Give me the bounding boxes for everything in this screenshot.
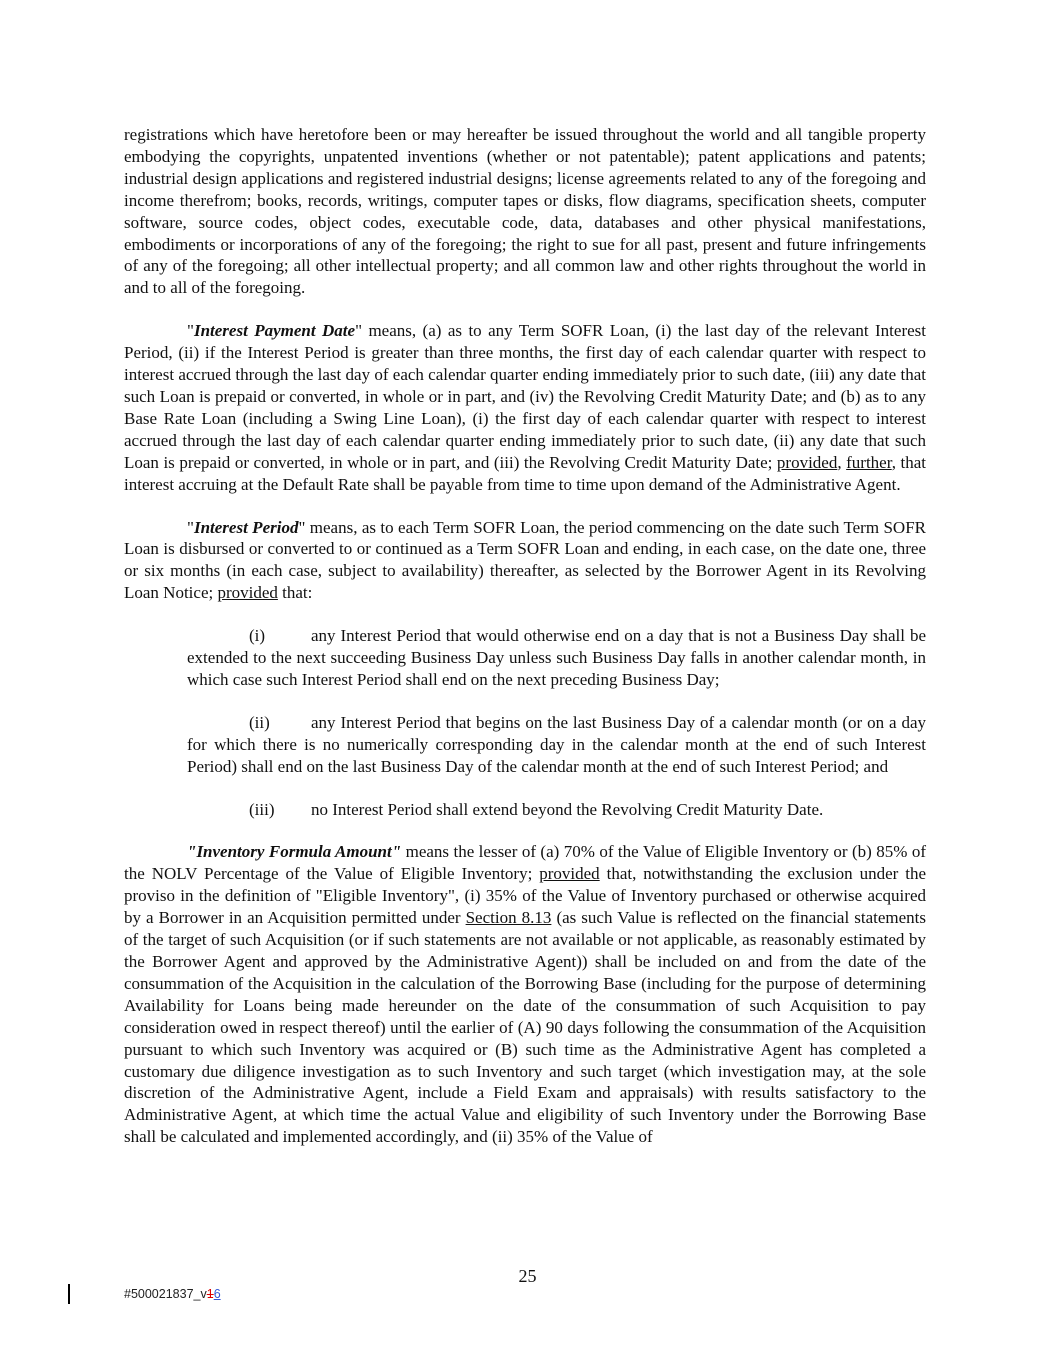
- open-quote: ": [187, 517, 194, 537]
- definition-text: , that interest accruing at the Default Rate shall be payable from time to time upon demand of the Administrative Agent.: [124, 452, 926, 494]
- list-item: [187, 712, 926, 778]
- doc-id-prefix: #500021837_v: [124, 1287, 207, 1301]
- further-term: further: [846, 452, 892, 472]
- definition-text: means the lesser of (a) 70% of the Value of Eligible Inventory or (b) 85% of the NOLV Percentage of the Value of Eligible Inventory;: [124, 842, 926, 884]
- provided-term: provided: [776, 452, 838, 472]
- definition-text: (as such Value is reflected on the financial statements of the target of such Acquisition (or if such statements are not available or not applicable, as reasonably estimated by the Borrower Agent and approved by the Administrative Agent)) shall be included on and from the date of the consummation of the Acquisition in the calculation of the Borrowing Base (including for the purpose of determining Availability for Loans being made hereunder on the date of the consummation of such Acquisition to pay consideration owed in respect thereof) until the earlier of (A) 90 days following the consummation of the Acquisition pursuant to which such Inventory was acquired or (B) such time as the Administrative Agent has completed a customary due diligence investigation as to such Inventory and such target (which investigation may, at the sole discretion of the Administrative Agent, include a Field Exam and appraisals) with results satisfactory to the Administrative Agent, at which time the actual Value and eligibility of such Inventory under the Borrowing Base shall be calculated and implemented accordingly, and (ii) 35% of the Value of: [124, 908, 926, 1147]
- definition-text: " means, as to each Term SOFR Loan, the period commencing on the date such Term SOFR Loan is disbursed or converted to or continued as a Term SOFR Loan and ending, in each case, on the date one, three or six months (in each case, subject to availability) thereafter, as selected by the Borrower Agent in its Revolving Loan Notice;: [124, 517, 926, 603]
- document-id: [124, 1287, 221, 1301]
- list-item: [187, 625, 926, 691]
- definition-interest-period: [124, 517, 926, 605]
- item-text: any Interest Period that would otherwise end on a day that is not a Business Day shall be extended to the next succeeding Business Day unless such Business Day falls in another calendar month, in which case such Interest Period shall end on the next preceding Business Day;: [187, 626, 926, 689]
- definition-text: that, notwithstanding the exclusion under the proviso in the definition of "Eligible Inventory", (i) 35% of the Value of Inventory purchased or otherwise acquired by a Borrower in an Acquisition permitted under: [124, 864, 926, 928]
- defined-term: "Inventory Formula Amount": [187, 842, 402, 862]
- section-reference-link[interactable]: Section 8.13: [465, 908, 552, 928]
- change-bar: [68, 1284, 70, 1304]
- page-number: 25: [518, 1266, 537, 1286]
- item-text: no Interest Period shall extend beyond the Revolving Credit Maturity Date.: [311, 799, 824, 819]
- document-body: [124, 124, 926, 1148]
- defined-term: Interest Payment Date: [193, 321, 356, 341]
- provided-term: provided: [217, 583, 278, 603]
- item-text: any Interest Period that begins on the last Business Day of a calendar month (or on a day for which there is no numerically corresponding day in the calendar month at the end of such Interest Period) shall end on the last Business Day of the calendar month at the end of such Interest Period; and: [187, 712, 926, 776]
- provided-term: provided: [539, 864, 600, 884]
- open-quote: ": [187, 321, 194, 341]
- item-number: (i): [249, 626, 266, 646]
- comma: ,: [837, 452, 847, 472]
- definition-interest-payment-date: [124, 320, 926, 495]
- definition-inventory-formula-amount: [124, 841, 926, 1148]
- definition-text: " means, (a) as to any Term SOFR Loan, (i) the last day of the relevant Interest Period, (ii) if the Interest Period is greater than three months, the first day of each calendar quarter with respect to interest accrued through the last day of each calendar quarter ending immediately prior to such date, (iii) any date that such Loan is prepaid or converted, in whole or in part, and (iv) the Revolving Credit Maturity Date; and (b) as to any Base Rate Loan (including a Swing Line Loan), (i) the first day of each calendar quarter with respect to interest accrued through the last day of each calendar quarter ending immediately prior to such date, (ii) any date that such Loan is prepaid or converted, in whole or in part, and (iii) the Revolving Credit Maturity Date;: [124, 321, 926, 472]
- list-item: [187, 799, 926, 821]
- definition-text: that:: [277, 583, 313, 603]
- inserted-version: 6: [213, 1287, 221, 1301]
- paragraph-ip-definition-continued: registrations which have heretofore been or may hereafter be issued throughout the world and all tangible property embodying the copyrights, unpatented inventions (whether or not patentable); patent applications and patents; industrial design applications and registered industrial designs; license agreements related to any of the foregoing and income therefrom; books, records, writings, computer tapes or disks, flow diagrams, specification sheets, computer software, source codes, object codes, executable code, data, databases and other physical manifestations, embodiments or incorporations of any of the foregoing; the right to sue for all past, present and future infringements of any of the foregoing; all other intellectual property; and all common law and other rights throughout the world in and to all of the foregoing.: [124, 125, 926, 298]
- item-number: (ii): [249, 712, 270, 732]
- item-number: (iii): [249, 799, 275, 819]
- defined-term: Interest Period: [193, 517, 299, 537]
- deleted-version: 1: [206, 1287, 214, 1301]
